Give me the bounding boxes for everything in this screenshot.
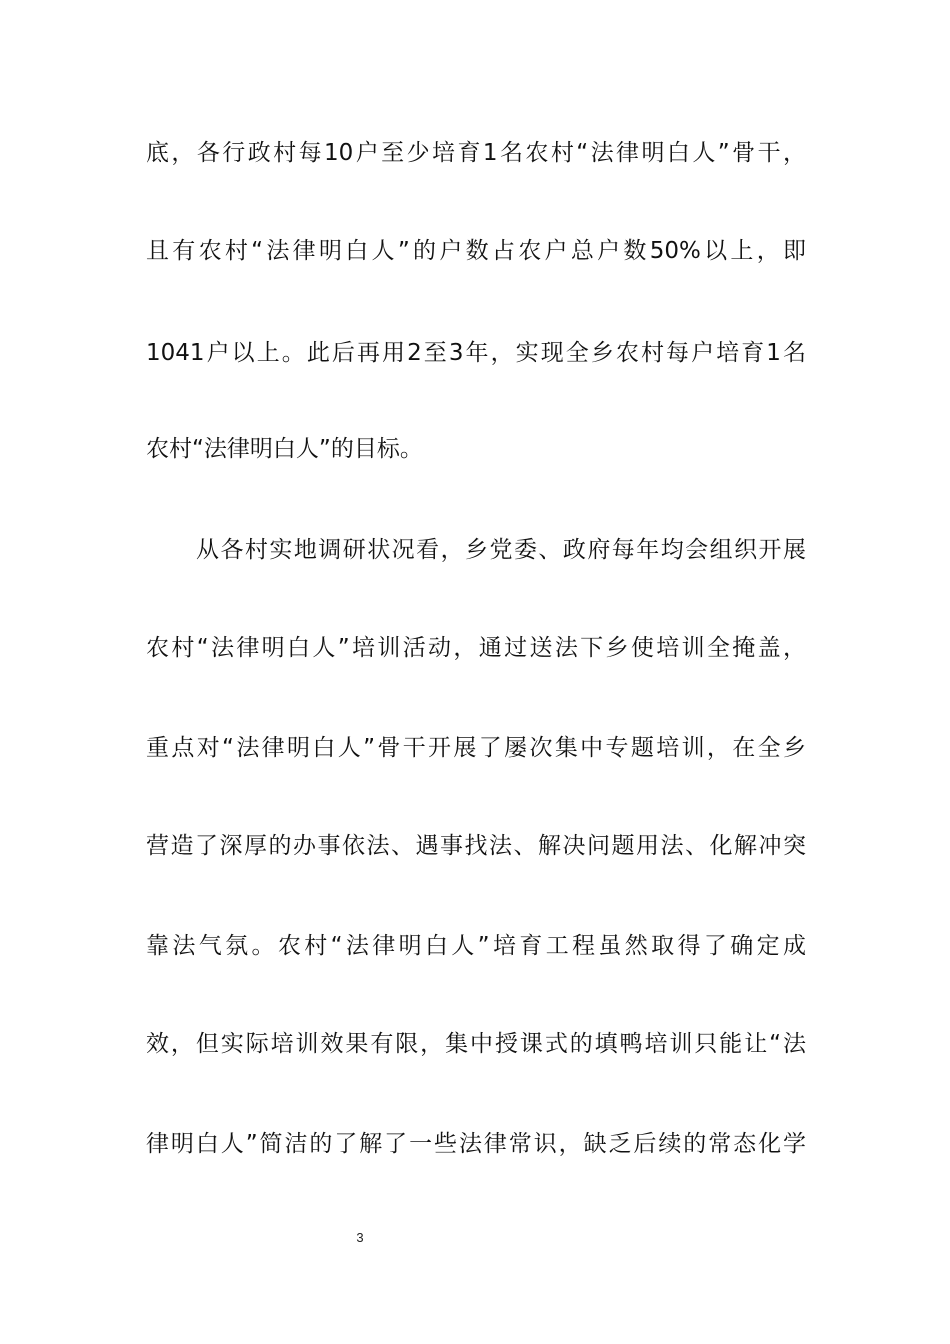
- paragraph-2-line-4: 营造了深厚的办事依法、遇事找法、解决问题用法、化解冲突: [146, 833, 806, 859]
- paragraph-1-line-2: 且有农村“法律明白人”的户数占农户总户数50%以上，即: [146, 238, 806, 264]
- paragraph-2-line-3: 重点对“法律明白人”骨干开展了屡次集中专题培训，在全乡: [146, 735, 806, 761]
- paragraph-1-line-3: 1041户以上。此后再用2至3年，实现全乡农村每户培育1名: [146, 340, 806, 366]
- paragraph-2-line-2: 农村“法律明白人”培训活动，通过送法下乡使培训全掩盖，: [146, 635, 806, 661]
- paragraph-1-line-1: 底，各行政村每10户至少培育1名农村“法律明白人”骨干，: [146, 140, 806, 166]
- paragraph-1-line-4: 农村“法律明白人”的目标。: [146, 436, 423, 462]
- page-number: 3: [356, 1230, 364, 1245]
- paragraph-2-line-7: 律明白人”简洁的了解了一些法律常识，缺乏后续的常态化学: [146, 1131, 806, 1157]
- paragraph-2-line-5: 靠法气氛。农村“法律明白人”培育工程虽然取得了确定成: [146, 933, 806, 959]
- paragraph-2-line-6: 效，但实际培训效果有限，集中授课式的填鸭培训只能让“法: [146, 1031, 806, 1057]
- paragraph-2-line-1: 从各村实地调研状况看，乡党委、政府每年均会组织开展: [196, 537, 806, 563]
